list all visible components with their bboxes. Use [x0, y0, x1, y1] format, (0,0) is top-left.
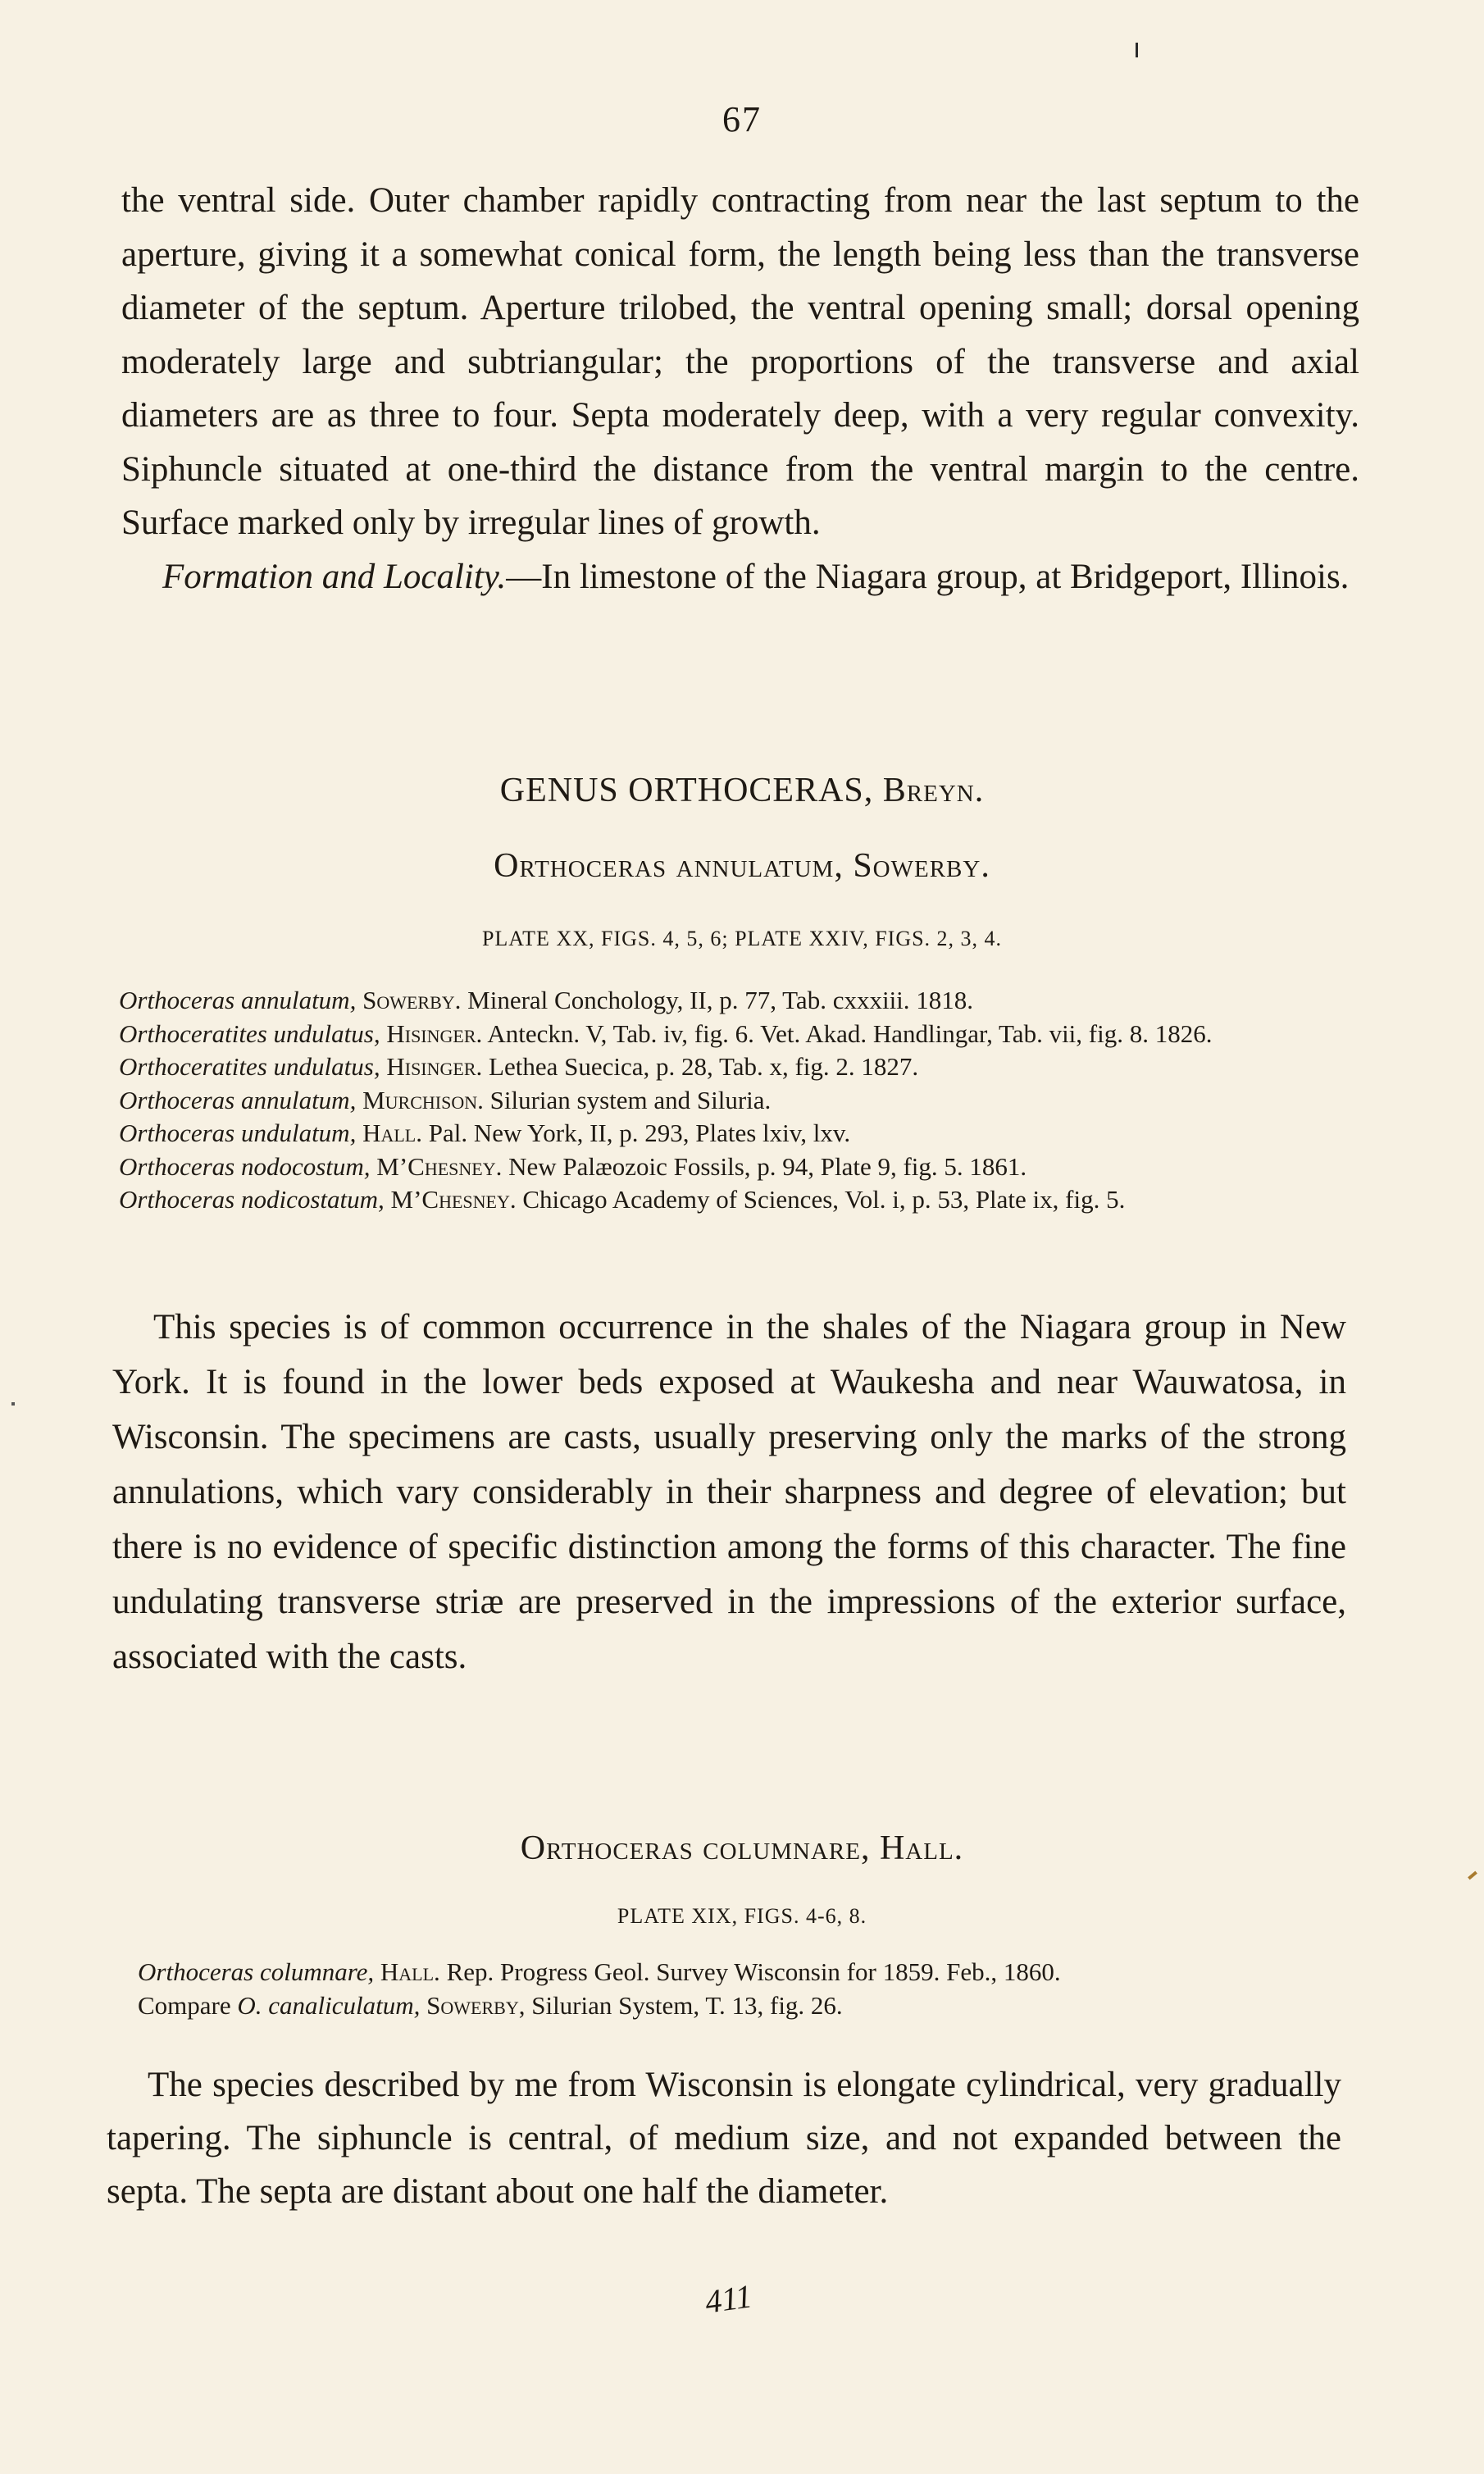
formation-text: —In limestone of the Niagara group, at Bridgeport, Illinois.: [506, 557, 1350, 596]
genus-heading: [0, 771, 1484, 810]
page-number: 67: [722, 99, 762, 139]
synonym-entry: Orthoceras annulatum, Sowerby. Mineral Conchology, II, p. 77, Tab. cxxxiii. 1818.: [119, 986, 974, 1014]
synonym-entry: Orthoceratites undulatus, Hisinger. Lethea Suecica, p. 28, Tab. x, fig. 2. 1827.: [119, 1052, 919, 1081]
plate-reference-columnare: PLATE XIX, FIGS. 4-6, 8.: [617, 1904, 867, 1928]
synonymy-list-columnare: [138, 1956, 1343, 2022]
formation-label: Formation and Locality.: [162, 557, 507, 596]
synonym-entry: Orthoceras columnare, Hall. Rep. Progress Geol. Survey Wisconsin for 1859. Feb., 1860.: [138, 1957, 1061, 1986]
paragraph-columnare-description: The species described by me from Wisconsin is elongate cylindrical, very gradually tapering. The siphuncle is central, of medium size, and not expanded between the septa. The septa are distant about one half the diameter.: [107, 2066, 1341, 2211]
synonym-entry: Compare O. canaliculatum, Sowerby, Silurian System, T. 13, fig. 26.: [138, 1990, 843, 2020]
synonym-entry: Orthoceras nodicostatum, M’Chesney. Chicago Academy of Sciences, Vol. i, p. 53, Plate ix, fig. 5.: [119, 1185, 1126, 1214]
paragraph-description-continued: [121, 174, 1359, 604]
stray-dot: [11, 1402, 15, 1406]
paragraph-text: the ventral side. Outer chamber rapidly contracting from near the last septum to the aperture, giving it a somewhat conical form, the length being less than the transverse diameter of the septum. Aperture trilobed, the ventral opening small; dorsal opening moderately large and subtriangular; the proportions of the transverse and axial diameters are as three to four. Septa moderately deep, with a very regular convexity. Siphuncle situated at one-third the distance from the ventral margin to the centre. Surface marked only by irregular lines of growth.: [121, 181, 1359, 542]
synonym-entry: Orthoceras annulatum, Murchison. Silurian system and Siluria.: [119, 1085, 772, 1114]
synonym-entry: Orthoceratites undulatus, Hisinger. Anteckn. V, Tab. iv, fig. 6. Vet. Akad. Handlingar, Tab. vii, fig. 8. 1826.: [119, 1018, 1213, 1048]
paragraph-annulatum-description: This species is of common occurrence in the shales of the Niagara group in New York. It is found in the lower beds exposed at Waukesha and near Wauwatosa, in Wisconsin. The specimens are casts, usually preserving only the marks of the strong annulations, which vary considerably in their sharpness and degree of elevation; but there is no evidence of specific distinction among the forms of this character. The fine undulating transverse striæ are preserved in the impressions of the exterior surface, associated with the casts.: [112, 1308, 1346, 1676]
edge-mark: [1468, 1871, 1477, 1880]
formation-locality: [121, 550, 1359, 604]
plate-reference-annulatum: PLATE XX, FIGS. 4, 5, 6; PLATE XXIV, FIGS. 2, 3, 4.: [481, 927, 1003, 950]
synonymy-list-annulatum: [119, 984, 1357, 1217]
stray-mark: [1136, 43, 1138, 57]
species-heading-annulatum: Orthoceras annulatum, Sowerby.: [494, 847, 990, 885]
synonym-entry: Orthoceras undulatum, Hall. Pal. New York, II, p. 293, Plates lxiv, lxv.: [119, 1119, 851, 1147]
synonym-entry: Orthoceras nodocostum, M’Chesney. New Palæozoic Fossils, p. 94, Plate 9, fig. 5. 1861.: [119, 1151, 1027, 1181]
handwritten-mark: 411: [703, 2277, 754, 2321]
genus-name: GENUS ORTHOCERAS,: [499, 772, 874, 809]
genus-author: Breyn.: [882, 772, 985, 809]
species-heading-columnare: Orthoceras columnare, Hall.: [520, 1829, 964, 1867]
